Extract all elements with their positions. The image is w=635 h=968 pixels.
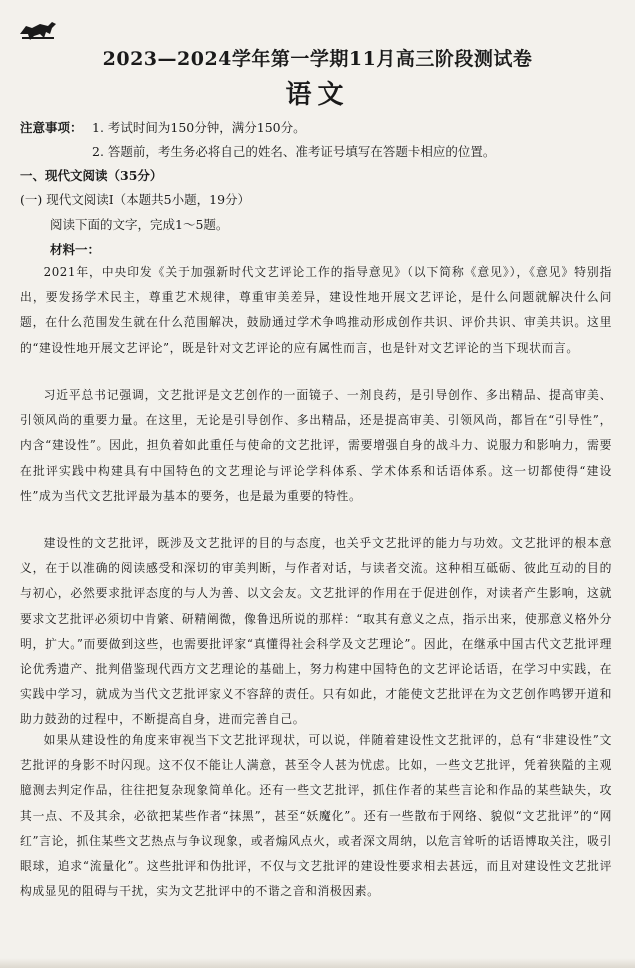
notes-item-2: 2. 答题前，考生务必将自己的姓名、准考证号填写在答题卡相应的位置。 <box>92 144 496 159</box>
paragraph-1: 2021年，中央印发《关于加强新时代文艺评论工作的指导意见》（以下简称《意见》），《意见》特别指出，要发扬学术民主，尊重艺术规律，尊重审美差异，建设性地开展文艺评论，是什么问题就解决什么问题，在什么范围发生就在什么范围解决，鼓励通过学术争鸣推动形成创作共识、评价共识、审美共识。这里的“建设性地开展文艺评论”，既是针对文艺评论的应有属性而言，也是针对文艺评论的当下现状而言。 <box>20 265 612 355</box>
section-heading: 一、现代文阅读（35分） <box>20 168 163 183</box>
paragraph-2: 习近平总书记强调，文艺批评是文艺创作的一面镜子、一剂良药，是引导创作、多出精品、提高审美、引领风尚的重要力量。在这里，无论是引导创作、多出精品，还是提高审美、引领风尚，都旨在“引导性”，内含“建设性”。因此，担负着如此重任与使命的文艺批评，需要增强自身的战斗力、说服力和影响力，需要在批评实践中构建具有中国特色的文艺理论与评论学科体系、学术体系和话语体系。这一切都使得“建设性”成为当代文艺批评最为基本的要务，也是最为重要的特性。 <box>20 388 612 503</box>
paragraph-3: 建设性的文艺批评，既涉及文艺批评的目的与态度，也关乎文艺批评的能力与功效。文艺批评的根本意义，在于以准确的阅读感受和深切的审美判断，与作者对话，与读者交流。这种相互砥砺、彼此互动的目的与初心，必然要求批评态度的与人为善、以文会友。文艺批评的作用在于促进创作，对读者产生影响，这就要求文艺批评必须切中肯綮、研精阐微，像鲁迅所说的那样：“取其有意义之点，指示出来，使那意义格外分明，扩大。”而要做到这些，也需要批评家“真懂得社会科学及文艺理论”。因此，在继承中国古代文艺批评理论优秀遗产、批判借鉴现代西方文艺理论的基础上，努力构建中国特色的文艺评论话语，在学习中实践，在实践中学习，就成为当代文艺批评家义不容辞的责任。只有如此，才能使文艺批评在为文艺创作鸣锣开道和助力鼓劲的过程中，不断提高自身，进而完善自己。 <box>20 536 612 727</box>
paragraph-4: 如果从建设性的角度来审视当下文艺批评现状，可以说，伴随着建设性文艺批评的，总有“非建设性”文艺批评的身影不时闪现。这不仅不能让人满意，甚至令人甚为忧虑。比如，一些文艺批评，凭着狭隘的主观臆测去判定作品，往往把复杂现象简单化。还有一些文艺批评，抓住作者的某些言论和作品的某些缺失，攻其一点、不及其余，必欲把某些作者“抹黑”，甚至“妖魔化”。还有一些散布于网络、貌似“文艺批评”的“网红”言论，抓住某些文艺热点与争议现象，或者煽风点火，或者深文周纳，以危言耸听的话语博取关注，吸引眼球，追求“流量化”。这些批评和伪批评，不仅与文艺批评的建设性要求相去甚远，而且对建设性文艺批评构成显见的阻碍与干扰，实为文艺批评中的不谐之音和消极因素。 <box>20 733 612 899</box>
exam-title: 2023—2024学年第一学期11月高三阶段测试卷 <box>102 48 533 70</box>
instruction: 阅读下面的文字，完成1～5题。 <box>50 217 229 232</box>
material-label: 材料一： <box>50 242 101 257</box>
subject-title: 语文 <box>285 80 350 110</box>
sub-heading: (一) 现代文阅读Ⅰ（本题共5小题，19分） <box>20 192 251 207</box>
page-bottom-edge <box>0 958 635 968</box>
logo-icon <box>18 14 58 42</box>
notes-item-1: 1. 考试时间为150分钟，满分150分。 <box>92 120 306 135</box>
notes-label: 注意事项： <box>20 120 83 135</box>
